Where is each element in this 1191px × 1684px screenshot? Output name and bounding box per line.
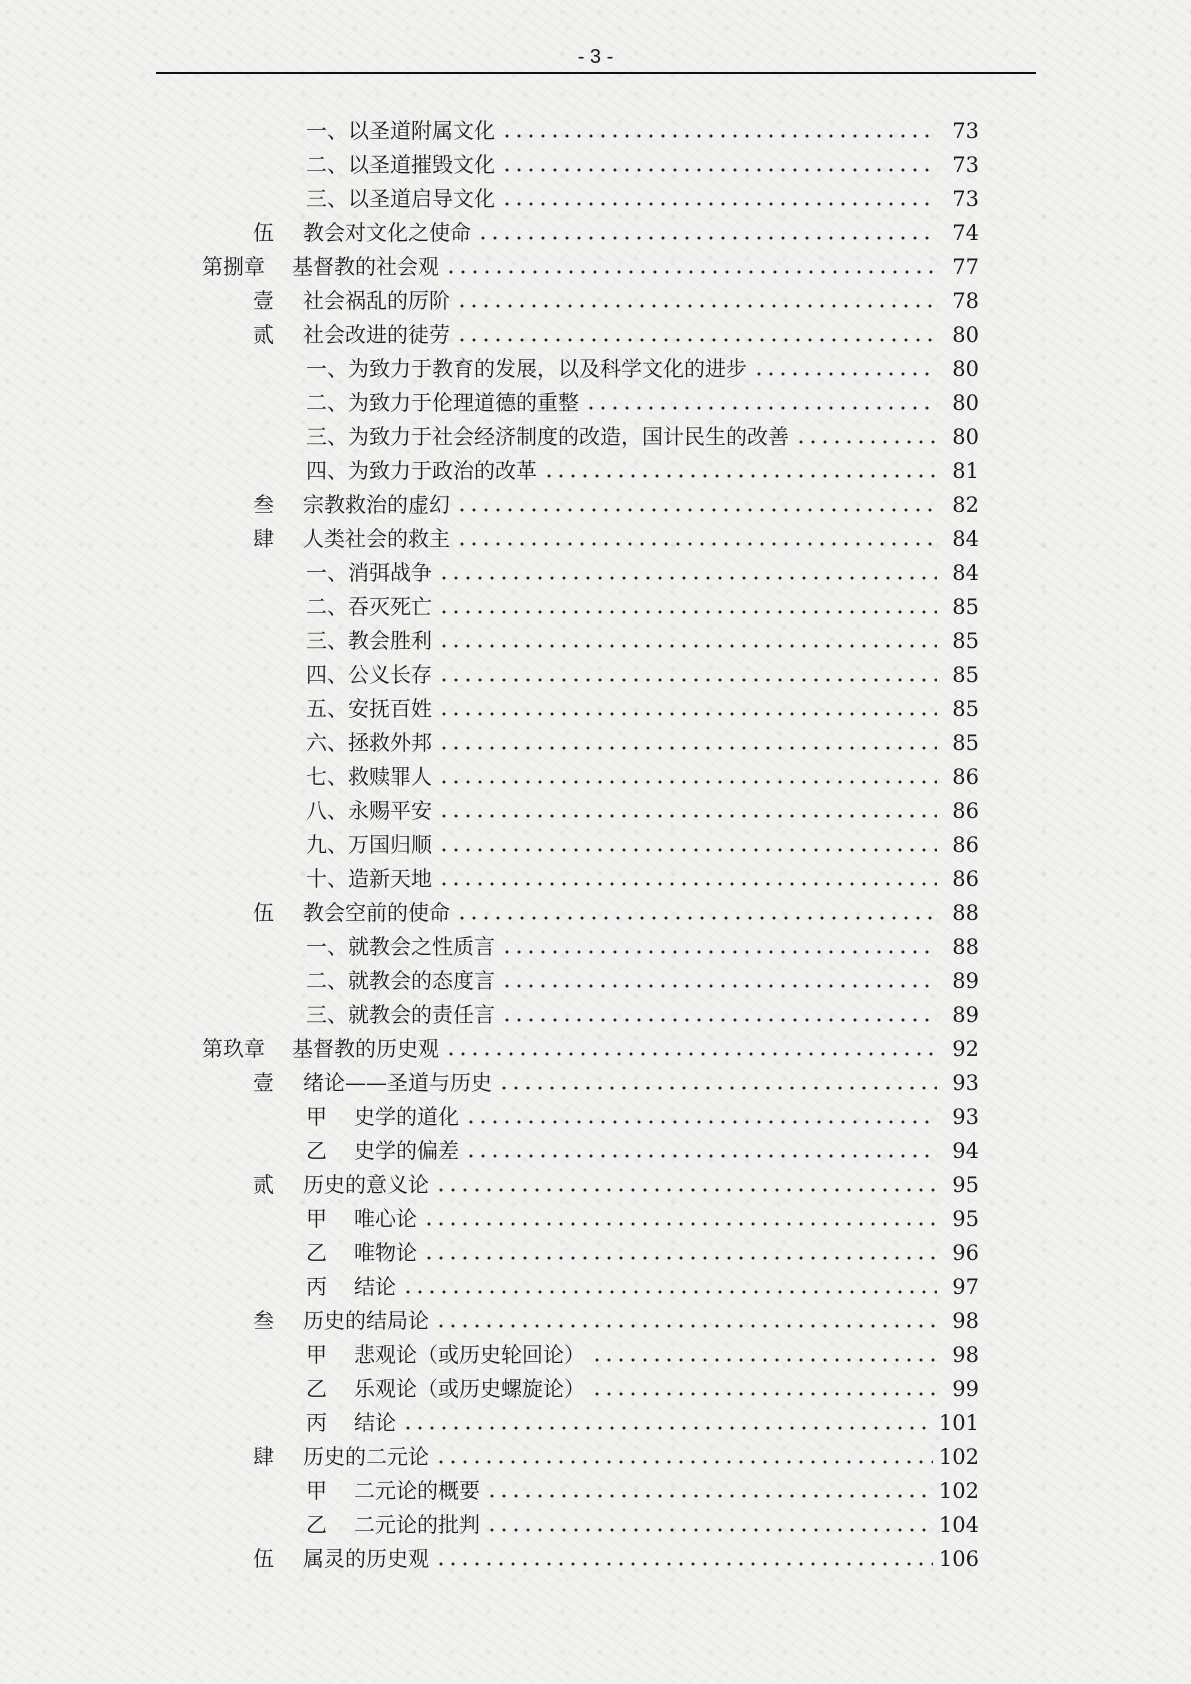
toc-entry-line — [306, 998, 979, 1032]
toc-entry-page: 92 — [952, 1037, 979, 1061]
dot-leader — [438, 678, 937, 682]
toc-entry-marker: 肆 — [253, 527, 274, 551]
toc-entry-marker: 壹 — [253, 289, 274, 313]
toc-entry — [0, 216, 1191, 250]
toc-entry — [0, 1474, 1191, 1508]
toc-entry — [0, 1100, 1191, 1134]
toc-entry-line — [306, 1338, 979, 1372]
toc-entry-page: 85 — [952, 629, 979, 653]
toc-entry-title: 一、就教会之性质言 — [306, 935, 495, 959]
toc-entry-marker: 第捌章 — [202, 255, 265, 279]
toc-entry-title: 属灵的历史观 — [303, 1547, 429, 1571]
toc-entry-marker: 丙 — [306, 1411, 327, 1435]
toc-entry-page: 73 — [952, 119, 979, 143]
toc-entry — [0, 488, 1191, 522]
toc-entry-line — [306, 1474, 979, 1508]
toc-entry-page: 96 — [952, 1241, 979, 1265]
toc-entry-title: 绪论——圣道与历史 — [303, 1071, 492, 1095]
toc-entry-line — [253, 896, 979, 930]
toc-entry-marker: 伍 — [253, 1547, 274, 1571]
toc-entry — [0, 760, 1191, 794]
toc-entry — [0, 1406, 1191, 1440]
dot-leader — [435, 1188, 937, 1192]
toc-entry-page: 80 — [952, 425, 979, 449]
toc-entry — [0, 1542, 1191, 1576]
toc-entry-marker: 伍 — [253, 901, 274, 925]
toc-entry-page: 102 — [938, 1479, 979, 1503]
toc-entry-page: 84 — [952, 527, 979, 551]
toc-entry-line — [306, 726, 979, 760]
toc-entry-page: 85 — [952, 663, 979, 687]
dot-leader — [456, 916, 937, 920]
toc-entry-page: 86 — [952, 833, 979, 857]
toc-entry-title: 三、以圣道启导文化 — [306, 187, 495, 211]
dot-leader — [435, 1324, 937, 1328]
toc-entry-page: 78 — [952, 289, 979, 313]
toc-entry-title: 悲观论（或历史轮回论） — [354, 1343, 585, 1367]
dot-leader — [465, 1154, 937, 1158]
toc-entry-title: 社会祸乱的厉阶 — [303, 289, 450, 313]
toc-entry-line — [306, 1202, 979, 1236]
toc-entry — [0, 1338, 1191, 1372]
dot-leader — [543, 474, 937, 478]
toc-entry — [0, 1168, 1191, 1202]
dot-leader — [435, 1562, 933, 1566]
dot-leader — [445, 270, 937, 274]
toc-entry — [0, 1304, 1191, 1338]
toc-entry — [0, 1440, 1191, 1474]
toc-entry-marker: 乙 — [306, 1139, 327, 1163]
toc-entry-line — [306, 590, 979, 624]
toc-entry — [0, 182, 1191, 216]
toc-entry-marker: 贰 — [253, 323, 274, 347]
dot-leader — [501, 1018, 937, 1022]
toc-entry-marker: 肆 — [253, 1445, 274, 1469]
toc-entry — [0, 896, 1191, 930]
toc-entry — [0, 1134, 1191, 1168]
toc-entry-page: 82 — [952, 493, 979, 517]
dot-leader — [435, 1460, 933, 1464]
dot-leader — [438, 882, 937, 886]
toc-entry-marker: 第玖章 — [202, 1037, 265, 1061]
dot-leader — [438, 848, 937, 852]
toc-entry-line — [306, 1508, 979, 1542]
toc-entry-marker: 壹 — [253, 1071, 274, 1095]
toc-entry-page: 101 — [938, 1411, 979, 1435]
toc-entry-page: 88 — [952, 935, 979, 959]
dot-leader — [465, 1120, 937, 1124]
toc-entry-title: 三、就教会的责任言 — [306, 1003, 495, 1027]
toc-entry-line — [253, 1304, 979, 1338]
toc-entry-page: 94 — [952, 1139, 979, 1163]
toc-entry-line — [306, 862, 979, 896]
toc-entry — [0, 590, 1191, 624]
toc-entry — [0, 828, 1191, 862]
dot-leader — [456, 508, 937, 512]
dot-leader — [795, 440, 937, 444]
toc-entry-title: 历史的意义论 — [303, 1173, 429, 1197]
dot-leader — [445, 1052, 937, 1056]
toc-entry — [0, 1202, 1191, 1236]
toc-entry-title: 历史的二元论 — [303, 1445, 429, 1469]
toc-entry-page: 89 — [952, 969, 979, 993]
dot-leader — [438, 644, 937, 648]
toc-entry-line — [306, 1270, 979, 1304]
dot-leader — [438, 780, 937, 784]
toc-entry-page: 89 — [952, 1003, 979, 1027]
toc-entry-page: 73 — [952, 153, 979, 177]
page-number: - 3 - — [577, 46, 614, 68]
toc-entry-line — [253, 216, 979, 250]
toc-entry — [0, 420, 1191, 454]
toc-entry-line — [253, 1168, 979, 1202]
dot-leader — [753, 372, 937, 376]
table-of-contents — [0, 114, 1191, 1576]
toc-entry-marker: 乙 — [306, 1377, 327, 1401]
toc-entry-title: 历史的结局论 — [303, 1309, 429, 1333]
toc-entry-title: 二元论的批判 — [354, 1513, 480, 1537]
toc-entry-title: 二、就教会的态度言 — [306, 969, 495, 993]
toc-entry-title: 一、消弭战争 — [306, 561, 432, 585]
toc-entry-line — [202, 250, 979, 284]
toc-entry-page: 102 — [938, 1445, 979, 1469]
toc-entry — [0, 726, 1191, 760]
toc-entry — [0, 454, 1191, 488]
toc-entry-line — [306, 760, 979, 794]
toc-entry — [0, 1236, 1191, 1270]
toc-entry-title: 二、吞灭死亡 — [306, 595, 432, 619]
toc-entry-page: 80 — [952, 357, 979, 381]
toc-entry-title: 四、为致力于政治的改革 — [306, 459, 537, 483]
toc-entry-marker: 乙 — [306, 1241, 327, 1265]
dot-leader — [456, 304, 937, 308]
toc-entry-page: 77 — [952, 255, 979, 279]
toc-entry-page: 88 — [952, 901, 979, 925]
toc-entry-page: 95 — [952, 1173, 979, 1197]
toc-entry-line — [306, 1100, 979, 1134]
toc-entry-line — [306, 556, 979, 590]
toc-entry-title: 基督教的社会观 — [292, 255, 439, 279]
toc-entry-page: 80 — [952, 391, 979, 415]
toc-entry-line — [306, 148, 979, 182]
toc-entry — [0, 250, 1191, 284]
toc-entry — [0, 556, 1191, 590]
toc-entry-line — [306, 420, 979, 454]
toc-entry-page: 85 — [952, 595, 979, 619]
toc-entry-marker: 贰 — [253, 1173, 274, 1197]
dot-leader — [423, 1222, 937, 1226]
toc-entry-page: 86 — [952, 765, 979, 789]
dot-leader — [591, 1392, 937, 1396]
toc-entry — [0, 624, 1191, 658]
toc-entry-page: 98 — [952, 1343, 979, 1367]
toc-entry-page: 95 — [952, 1207, 979, 1231]
toc-entry-page: 73 — [952, 187, 979, 211]
toc-entry-title: 社会改进的徒劳 — [303, 323, 450, 347]
dot-leader — [438, 712, 937, 716]
toc-entry-line — [306, 658, 979, 692]
toc-entry-line — [253, 488, 979, 522]
dot-leader — [585, 406, 937, 410]
toc-entry-title: 基督教的历史观 — [292, 1037, 439, 1061]
toc-entry-marker: 甲 — [306, 1479, 327, 1503]
toc-entry-title: 十、造新天地 — [306, 867, 432, 891]
dot-leader — [501, 168, 937, 172]
toc-entry-title: 九、万国归顺 — [306, 833, 432, 857]
toc-entry-title: 五、安抚百姓 — [306, 697, 432, 721]
toc-entry-line — [253, 1440, 979, 1474]
toc-entry-line — [306, 352, 979, 386]
toc-entry-line — [253, 318, 979, 352]
dot-leader — [402, 1426, 933, 1430]
dot-leader — [456, 338, 937, 342]
dot-leader — [501, 202, 937, 206]
toc-entry-title: 史学的道化 — [354, 1105, 459, 1129]
toc-entry — [0, 998, 1191, 1032]
toc-entry — [0, 318, 1191, 352]
toc-entry-line — [306, 386, 979, 420]
toc-entry-marker: 甲 — [306, 1207, 327, 1231]
toc-entry-title: 教会空前的使命 — [303, 901, 450, 925]
toc-entry-title: 三、为致力于社会经济制度的改造，国计民生的改善 — [306, 425, 789, 449]
toc-entry — [0, 658, 1191, 692]
toc-entry — [0, 1032, 1191, 1066]
dot-leader — [498, 1086, 937, 1090]
toc-entry-title: 一、为致力于教育的发展，以及科学文化的进步 — [306, 357, 747, 381]
toc-entry-title: 六、拯救外邦 — [306, 731, 432, 755]
dot-leader — [402, 1290, 937, 1294]
toc-entry — [0, 1270, 1191, 1304]
toc-entry-page: 80 — [952, 323, 979, 347]
toc-entry-page: 86 — [952, 867, 979, 891]
toc-entry — [0, 1066, 1191, 1100]
dot-leader — [438, 746, 937, 750]
toc-entry — [0, 386, 1191, 420]
toc-entry — [0, 522, 1191, 556]
toc-entry-line — [306, 828, 979, 862]
toc-entry-title: 结论 — [354, 1411, 396, 1435]
toc-entry-title: 宗教救治的虚幻 — [303, 493, 450, 517]
toc-entry-line — [306, 1406, 979, 1440]
toc-entry-line — [306, 182, 979, 216]
toc-entry-page: 104 — [938, 1513, 979, 1537]
toc-entry-marker: 甲 — [306, 1343, 327, 1367]
toc-entry-page: 97 — [952, 1275, 979, 1299]
toc-entry-title: 乐观论（或历史螺旋论） — [354, 1377, 585, 1401]
toc-entry-line — [306, 1134, 979, 1168]
toc-entry-line — [253, 1542, 979, 1576]
toc-entry — [0, 930, 1191, 964]
dot-leader — [438, 610, 937, 614]
dot-leader — [486, 1528, 933, 1532]
toc-entry-page: 99 — [952, 1377, 979, 1401]
toc-entry-line — [253, 522, 979, 556]
toc-entry-line — [306, 114, 979, 148]
header-rule — [156, 72, 1036, 74]
toc-entry-marker: 丙 — [306, 1275, 327, 1299]
toc-entry-title: 二、为致力于伦理道德的重整 — [306, 391, 579, 415]
toc-entry-title: 史学的偏差 — [354, 1139, 459, 1163]
toc-entry-line — [306, 454, 979, 488]
dot-leader — [423, 1256, 937, 1260]
toc-entry-title: 二、以圣道摧毁文化 — [306, 153, 495, 177]
toc-entry — [0, 148, 1191, 182]
dot-leader — [486, 1494, 933, 1498]
dot-leader — [438, 814, 937, 818]
toc-entry-line — [306, 794, 979, 828]
toc-entry-line — [306, 930, 979, 964]
toc-entry-title: 唯心论 — [354, 1207, 417, 1231]
dot-leader — [456, 542, 937, 546]
toc-entry-page: 85 — [952, 731, 979, 755]
toc-entry-page: 81 — [952, 459, 979, 483]
toc-entry-marker: 叁 — [253, 493, 274, 517]
dot-leader — [591, 1358, 937, 1362]
toc-entry-page: 84 — [952, 561, 979, 585]
toc-entry-title: 教会对文化之使命 — [303, 221, 471, 245]
toc-entry-line — [202, 1032, 979, 1066]
toc-entry — [0, 794, 1191, 828]
toc-entry — [0, 862, 1191, 896]
toc-entry-line — [306, 692, 979, 726]
toc-entry — [0, 692, 1191, 726]
toc-entry-line — [306, 1372, 979, 1406]
toc-entry-title: 四、公义长存 — [306, 663, 432, 687]
toc-entry-marker: 叁 — [253, 1309, 274, 1333]
dot-leader — [438, 576, 937, 580]
toc-entry-marker: 伍 — [253, 221, 274, 245]
dot-leader — [501, 950, 937, 954]
toc-entry-page: 86 — [952, 799, 979, 823]
toc-entry-page: 85 — [952, 697, 979, 721]
dot-leader — [501, 134, 937, 138]
toc-entry-page: 93 — [952, 1071, 979, 1095]
toc-entry-title: 一、以圣道附属文化 — [306, 119, 495, 143]
toc-entry-title: 唯物论 — [354, 1241, 417, 1265]
toc-entry-line — [306, 624, 979, 658]
toc-entry — [0, 114, 1191, 148]
toc-entry-page: 106 — [938, 1547, 979, 1571]
toc-entry-title: 七、救赎罪人 — [306, 765, 432, 789]
dot-leader — [501, 984, 937, 988]
toc-entry-line — [306, 1236, 979, 1270]
dot-leader — [477, 236, 937, 240]
toc-entry-line — [306, 964, 979, 998]
toc-entry-line — [253, 1066, 979, 1100]
toc-entry — [0, 352, 1191, 386]
toc-entry-title: 二元论的概要 — [354, 1479, 480, 1503]
toc-entry-page: 74 — [952, 221, 979, 245]
toc-entry — [0, 1508, 1191, 1542]
toc-entry-page: 93 — [952, 1105, 979, 1129]
toc-entry-title: 三、教会胜利 — [306, 629, 432, 653]
toc-entry-marker: 乙 — [306, 1513, 327, 1537]
toc-entry-line — [253, 284, 979, 318]
toc-entry-title: 结论 — [354, 1275, 396, 1299]
toc-entry — [0, 1372, 1191, 1406]
toc-entry — [0, 964, 1191, 998]
toc-entry-title: 人类社会的救主 — [303, 527, 450, 551]
toc-entry-title: 八、永赐平安 — [306, 799, 432, 823]
toc-entry-marker: 甲 — [306, 1105, 327, 1129]
toc-entry — [0, 284, 1191, 318]
toc-entry-page: 98 — [952, 1309, 979, 1333]
